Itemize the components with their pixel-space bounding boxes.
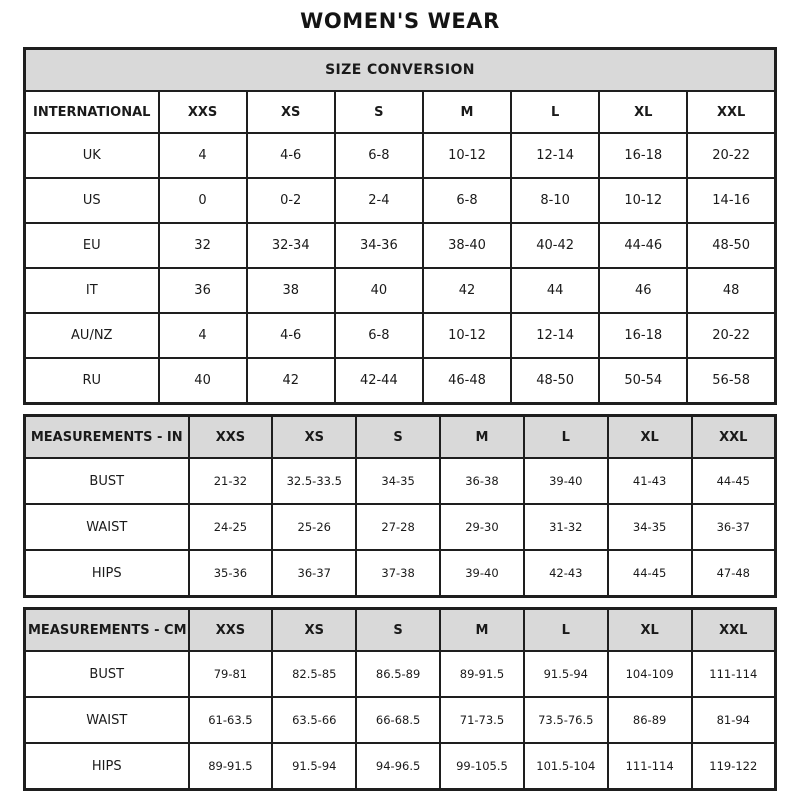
table-cell: 61-63.5	[189, 697, 273, 743]
table-cell: 38	[247, 268, 335, 313]
row-label-au-nz: AU/NZ	[25, 313, 159, 358]
table-cell: 42	[423, 268, 511, 313]
column-header-xs: XS	[272, 416, 356, 459]
table-cell: 101.5-104	[524, 743, 608, 790]
row-label-hips: HIPS	[25, 550, 189, 597]
row-label-bust: BUST	[25, 651, 189, 697]
measurements-in-header-row	[25, 416, 776, 459]
column-header-xxs: XXS	[189, 416, 273, 459]
table-cell: 4	[159, 313, 247, 358]
table-cell: 89-91.5	[189, 743, 273, 790]
table-cell: 71-73.5	[440, 697, 524, 743]
column-header-s: S	[356, 609, 440, 652]
size-conversion-row-ru	[25, 358, 776, 404]
table-cell: 12-14	[511, 313, 599, 358]
table-cell: 0	[159, 178, 247, 223]
measurements-cm-table	[23, 607, 777, 791]
measurements-in-row-hips	[25, 550, 776, 597]
table-cell: 10-12	[423, 133, 511, 178]
row-label-bust: BUST	[25, 458, 189, 504]
table-cell: 111-114	[608, 743, 692, 790]
row-label-waist: WAIST	[25, 697, 189, 743]
measurements-cm-header-row	[25, 609, 776, 652]
table-cell: 41-43	[608, 458, 692, 504]
column-header-l: L	[511, 91, 599, 133]
table-cell: 35-36	[189, 550, 273, 597]
table-cell: 48-50	[511, 358, 599, 404]
measurements-in-row-waist	[25, 504, 776, 550]
size-conversion-row-it	[25, 268, 776, 313]
table-cell: 34-36	[335, 223, 423, 268]
table-cell: 32	[159, 223, 247, 268]
page-title: WOMEN'S WEAR	[300, 9, 500, 33]
table-cell: 36-38	[440, 458, 524, 504]
column-header-xxs: XXS	[189, 609, 273, 652]
table-cell: 44	[511, 268, 599, 313]
column-header-s: S	[335, 91, 423, 133]
column-header-xs: XS	[272, 609, 356, 652]
size-conversion-corner-label: INTERNATIONAL	[25, 91, 159, 133]
table-cell: 42-43	[524, 550, 608, 597]
size-conversion-row-us	[25, 178, 776, 223]
table-cell: 4-6	[247, 313, 335, 358]
table-cell: 34-35	[356, 458, 440, 504]
table-cell: 48-50	[687, 223, 775, 268]
table-cell: 8-10	[511, 178, 599, 223]
table-cell: 6-8	[335, 313, 423, 358]
table-cell: 119-122	[692, 743, 776, 790]
measurements-cm-row-bust	[25, 651, 776, 697]
table-cell: 86.5-89	[356, 651, 440, 697]
row-label-waist: WAIST	[25, 504, 189, 550]
table-cell: 40	[335, 268, 423, 313]
measurements-cm-corner-label: MEASUREMENTS - CM	[25, 609, 189, 652]
table-cell: 73.5-76.5	[524, 697, 608, 743]
table-cell: 91.5-94	[524, 651, 608, 697]
table-cell: 46-48	[423, 358, 511, 404]
column-header-xxl: XXL	[692, 416, 776, 459]
table-cell: 42	[247, 358, 335, 404]
table-cell: 27-28	[356, 504, 440, 550]
table-cell: 79-81	[189, 651, 273, 697]
table-cell: 104-109	[608, 651, 692, 697]
table-cell: 99-105.5	[440, 743, 524, 790]
size-conversion-banner-row	[25, 49, 776, 92]
measurements-in-corner-label: MEASUREMENTS - IN	[25, 416, 189, 459]
column-header-l: L	[524, 416, 608, 459]
table-cell: 0-2	[247, 178, 335, 223]
row-label-it: IT	[25, 268, 159, 313]
row-label-ru: RU	[25, 358, 159, 404]
column-header-xxs: XXS	[159, 91, 247, 133]
table-cell: 34-35	[608, 504, 692, 550]
table-cell: 29-30	[440, 504, 524, 550]
table-cell: 40-42	[511, 223, 599, 268]
table-cell: 38-40	[423, 223, 511, 268]
table-cell: 32-34	[247, 223, 335, 268]
column-header-xl: XL	[599, 91, 687, 133]
table-cell: 36	[159, 268, 247, 313]
table-cell: 42-44	[335, 358, 423, 404]
column-header-xxl: XXL	[692, 609, 776, 652]
measurements-in-row-bust	[25, 458, 776, 504]
column-header-xl: XL	[608, 609, 692, 652]
table-cell: 20-22	[687, 133, 775, 178]
row-label-us: US	[25, 178, 159, 223]
table-cell: 24-25	[189, 504, 273, 550]
table-cell: 32.5-33.5	[272, 458, 356, 504]
row-label-hips: HIPS	[25, 743, 189, 790]
table-cell: 6-8	[423, 178, 511, 223]
table-cell: 44-45	[692, 458, 776, 504]
column-header-m: M	[440, 416, 524, 459]
table-cell: 39-40	[524, 458, 608, 504]
table-cell: 39-40	[440, 550, 524, 597]
table-cell: 36-37	[272, 550, 356, 597]
column-header-xxl: XXL	[687, 91, 775, 133]
column-header-xs: XS	[247, 91, 335, 133]
table-cell: 46	[599, 268, 687, 313]
table-cell: 4-6	[247, 133, 335, 178]
row-label-uk: UK	[25, 133, 159, 178]
column-header-l: L	[524, 609, 608, 652]
table-cell: 37-38	[356, 550, 440, 597]
table-cell: 56-58	[687, 358, 775, 404]
table-cell: 25-26	[272, 504, 356, 550]
table-cell: 16-18	[599, 313, 687, 358]
table-cell: 81-94	[692, 697, 776, 743]
table-cell: 36-37	[692, 504, 776, 550]
size-conversion-banner-title: SIZE CONVERSION	[25, 49, 776, 92]
table-cell: 111-114	[692, 651, 776, 697]
table-cell: 10-12	[599, 178, 687, 223]
table-cell: 66-68.5	[356, 697, 440, 743]
table-cell: 4	[159, 133, 247, 178]
table-cell: 12-14	[511, 133, 599, 178]
table-cell: 14-16	[687, 178, 775, 223]
table-cell: 82.5-85	[272, 651, 356, 697]
column-header-s: S	[356, 416, 440, 459]
column-header-xl: XL	[608, 416, 692, 459]
table-cell: 91.5-94	[272, 743, 356, 790]
table-cell: 86-89	[608, 697, 692, 743]
table-cell: 63.5-66	[272, 697, 356, 743]
column-header-m: M	[423, 91, 511, 133]
table-cell: 21-32	[189, 458, 273, 504]
table-cell: 47-48	[692, 550, 776, 597]
table-cell: 31-32	[524, 504, 608, 550]
table-cell: 2-4	[335, 178, 423, 223]
table-cell: 16-18	[599, 133, 687, 178]
size-conversion-row-eu	[25, 223, 776, 268]
table-cell: 94-96.5	[356, 743, 440, 790]
size-conversion-header-row	[25, 91, 776, 133]
size-conversion-table	[23, 47, 777, 405]
column-header-m: M	[440, 609, 524, 652]
table-cell: 44-46	[599, 223, 687, 268]
table-cell: 50-54	[599, 358, 687, 404]
table-cell: 40	[159, 358, 247, 404]
table-cell: 44-45	[608, 550, 692, 597]
table-cell: 20-22	[687, 313, 775, 358]
row-label-eu: EU	[25, 223, 159, 268]
table-cell: 6-8	[335, 133, 423, 178]
table-cell: 10-12	[423, 313, 511, 358]
table-cell: 89-91.5	[440, 651, 524, 697]
size-conversion-row-au-nz	[25, 313, 776, 358]
measurements-in-table	[23, 414, 777, 598]
table-cell: 48	[687, 268, 775, 313]
size-conversion-row-uk	[25, 133, 776, 178]
measurements-cm-row-hips	[25, 743, 776, 790]
measurements-cm-row-waist	[25, 697, 776, 743]
